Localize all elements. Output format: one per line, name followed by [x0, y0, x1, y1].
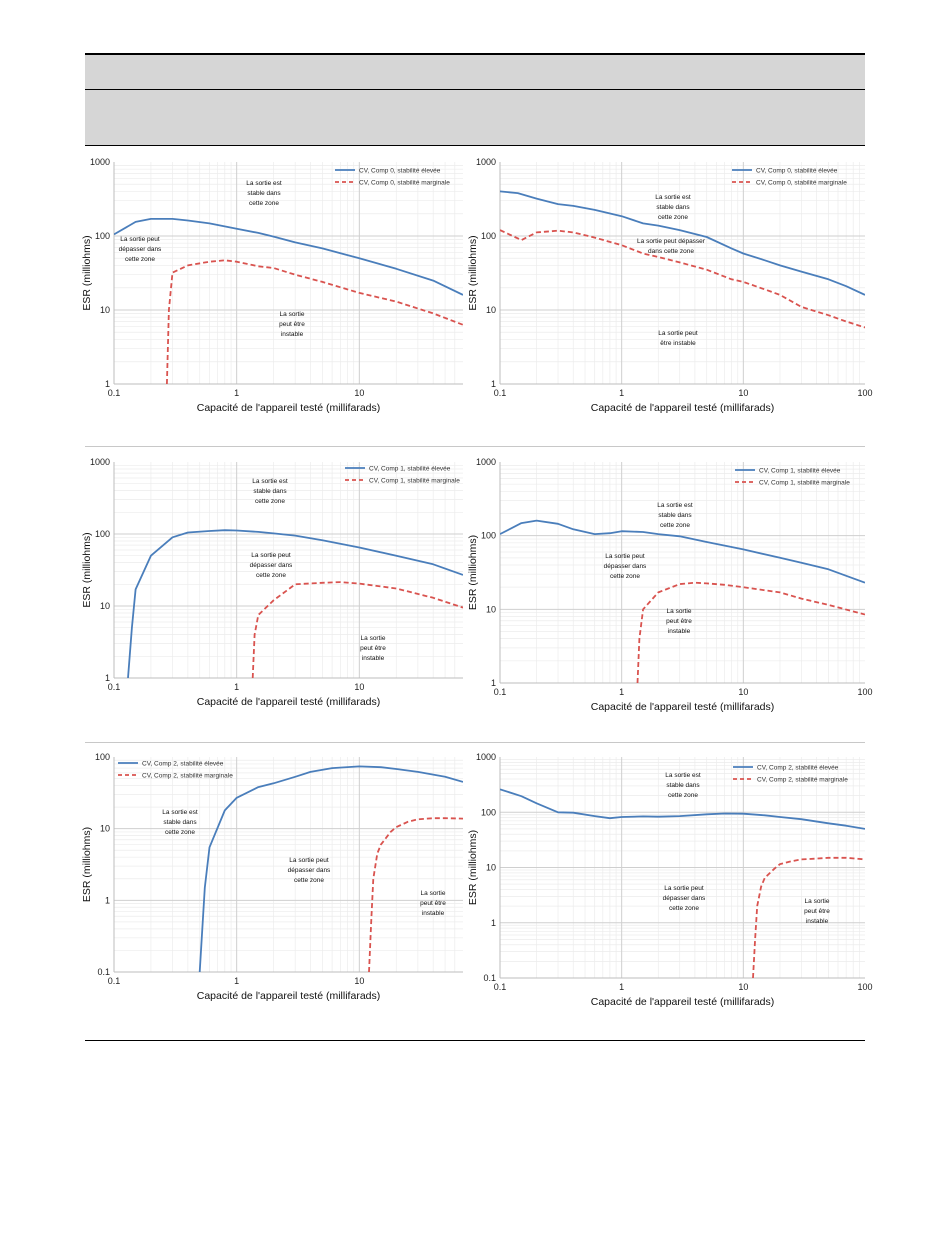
esr-chart-6 — [467, 752, 873, 1008]
zone-annotation: La sortie peut dépasser dans cette zone — [287, 857, 331, 884]
y-axis-title: ESR (milliohms) — [81, 532, 93, 608]
zone-annotation: La sortie est stable dans cette zone — [246, 180, 282, 207]
zone-annotation: La sortie peut être instable — [658, 330, 698, 347]
x-axis-title: Capacité de l'appareil testé (millifarads) — [196, 696, 381, 708]
zone-annotation: La sortie peut être instable — [279, 311, 305, 338]
y-tick-label: 1 — [104, 895, 110, 906]
x-tick-label: 1 — [619, 388, 625, 398]
y-tick-label: 1000 — [475, 457, 496, 467]
x-tick-label: 100 — [857, 982, 873, 992]
x-tick-label: 1 — [234, 388, 240, 398]
y-tick-label: 10 — [485, 305, 496, 315]
x-tick-label: 0.1 — [107, 388, 121, 398]
y-tick-label: 100 — [94, 529, 110, 539]
zone-annotation: La sortie peut dépasser dans cette zone — [249, 552, 293, 579]
zone-annotation: La sortie peut dépasser dans cette zone — [662, 885, 706, 912]
zone-annotation: La sortie peut être instable — [666, 608, 692, 635]
zone-annotation: La sortie est stable dans cette zone — [252, 478, 288, 505]
zone-annotation: La sortie peut être instable — [420, 890, 446, 917]
x-tick-label: 1 — [234, 976, 240, 986]
plot-area — [114, 757, 463, 972]
x-tick-label: 100 — [857, 687, 873, 697]
legend-label: CV, Comp 2, stabilité élevée — [142, 760, 224, 768]
y-tick-label: 100 — [94, 752, 110, 762]
y-tick-label: 10 — [99, 601, 110, 611]
zone-annotation: La sortie peut dépasser dans cette zone — [637, 238, 705, 255]
plot-area — [500, 462, 865, 683]
x-tick-label: 10 — [354, 682, 365, 692]
zone-annotation: La sortie peut être instable — [360, 635, 386, 662]
y-tick-label: 0.1 — [97, 967, 110, 977]
esr-chart-4 — [467, 457, 873, 713]
y-tick-label: 1000 — [475, 157, 496, 167]
x-tick-label: 10 — [738, 388, 749, 398]
y-tick-label: 100 — [480, 530, 496, 541]
x-tick-label: 10 — [354, 388, 365, 398]
y-tick-label: 100 — [480, 231, 496, 241]
y-tick-label: 1 — [104, 673, 110, 683]
legend-label: CV, Comp 1, stabilité marginale — [759, 479, 850, 487]
y-tick-label: 100 — [480, 807, 496, 818]
x-tick-label: 100 — [857, 388, 873, 398]
legend-label: CV, Comp 0, stabilité marginale — [756, 179, 847, 187]
x-tick-label: 10 — [738, 687, 749, 697]
esr-chart-5 — [81, 752, 463, 1002]
esr-chart-2 — [467, 157, 873, 414]
x-tick-label: 10 — [354, 976, 365, 986]
zone-annotation: La sortie est stable dans cette zone — [665, 772, 701, 799]
y-axis-title: ESR (milliohms) — [467, 829, 479, 906]
zone-annotation: La sortie peut dépasser dans cette zone — [118, 236, 162, 263]
x-tick-label: 1 — [619, 982, 625, 992]
x-tick-label: 1 — [619, 687, 625, 697]
y-tick-label: 1000 — [89, 157, 110, 167]
y-axis-title: ESR (milliohms) — [81, 235, 93, 311]
y-tick-label: 10 — [99, 823, 110, 834]
x-tick-label: 0.1 — [107, 976, 121, 986]
y-axis-title: ESR (milliohms) — [81, 826, 93, 903]
zone-annotation: La sortie est stable dans cette zone — [162, 809, 198, 836]
x-tick-label: 1 — [234, 682, 240, 692]
y-tick-label: 1000 — [475, 752, 496, 762]
y-tick-label: 10 — [485, 862, 496, 873]
esr-chart-3 — [81, 457, 463, 708]
y-axis-title: ESR (milliohms) — [467, 534, 479, 611]
y-tick-label: 10 — [485, 604, 496, 615]
legend-label: CV, Comp 1, stabilité élevée — [759, 467, 841, 475]
x-tick-label: 0.1 — [493, 687, 507, 697]
legend-label: CV, Comp 2, stabilité marginale — [757, 776, 848, 784]
y-tick-label: 1000 — [89, 457, 110, 467]
zone-annotation: La sortie est stable dans cette zone — [655, 194, 691, 221]
x-tick-label: 0.1 — [493, 982, 507, 992]
y-tick-label: 0.1 — [483, 973, 496, 983]
y-tick-label: 1 — [490, 678, 496, 688]
legend-label: CV, Comp 1, stabilité élevée — [369, 465, 451, 473]
legend-label: CV, Comp 0, stabilité élevée — [359, 167, 441, 175]
legend-label: CV, Comp 2, stabilité marginale — [142, 772, 233, 780]
x-tick-label: 10 — [738, 982, 749, 992]
esr-chart-1 — [81, 157, 463, 414]
zone-annotation: La sortie est stable dans cette zone — [657, 502, 693, 529]
y-tick-label: 10 — [99, 305, 110, 315]
y-tick-label: 1 — [104, 379, 110, 389]
x-tick-label: 0.1 — [107, 682, 121, 692]
y-tick-label: 100 — [94, 231, 110, 241]
x-axis-title: Capacité de l'appareil testé (millifarads) — [196, 402, 381, 414]
plot-area — [114, 462, 463, 678]
y-tick-label: 1 — [490, 917, 496, 928]
legend-label: CV, Comp 1, stabilité marginale — [369, 477, 460, 485]
legend-label: CV, Comp 0, stabilité marginale — [359, 179, 450, 187]
x-axis-title: Capacité de l'appareil testé (millifarads) — [590, 701, 775, 713]
x-axis-title: Capacité de l'appareil testé (millifarads) — [590, 996, 775, 1008]
legend-label: CV, Comp 0, stabilité élevée — [756, 167, 838, 175]
x-axis-title: Capacité de l'appareil testé (millifarads) — [196, 990, 381, 1002]
y-tick-label: 1 — [490, 379, 496, 389]
x-axis-title: Capacité de l'appareil testé (millifarads) — [590, 402, 775, 414]
zone-annotation: La sortie peut être instable — [804, 898, 830, 925]
zone-annotation: La sortie peut dépasser dans cette zone — [603, 553, 647, 580]
x-tick-label: 0.1 — [493, 388, 507, 398]
y-axis-title: ESR (milliohms) — [467, 235, 479, 311]
legend-label: CV, Comp 2, stabilité élevée — [757, 764, 839, 772]
